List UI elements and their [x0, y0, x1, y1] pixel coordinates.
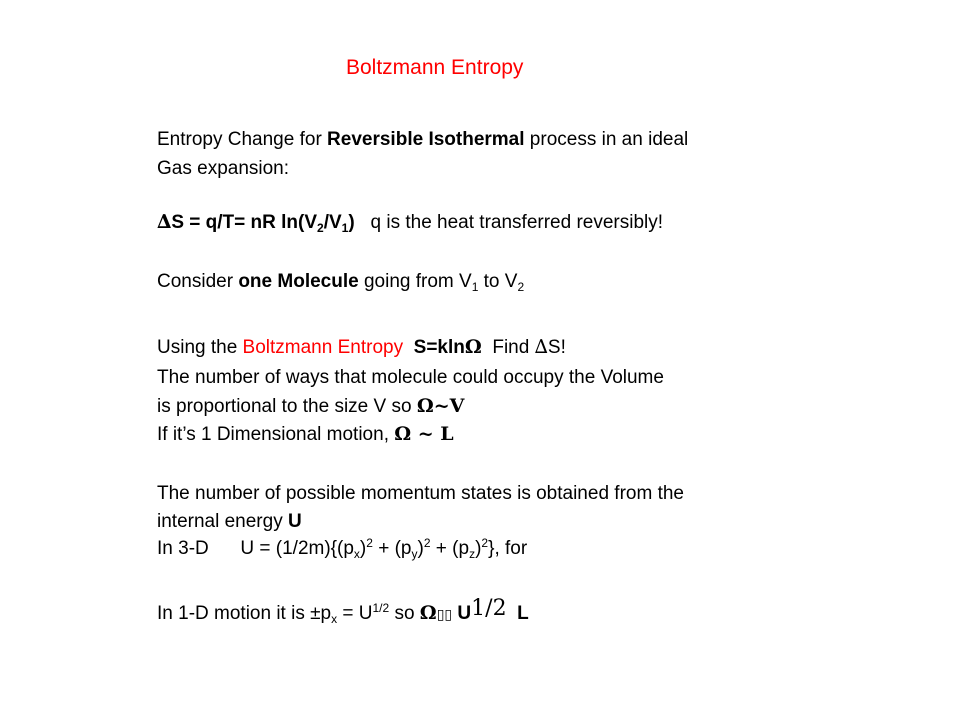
ways-text-3: If it’s 1 Dimensional motion,	[157, 424, 395, 445]
intro-text: Entropy Change for	[157, 129, 328, 150]
sup-2-c: 2	[481, 536, 489, 550]
delta-symbol: ∆	[157, 211, 172, 233]
sub-x: x	[353, 547, 360, 561]
eq-1d-b: = U	[337, 603, 373, 624]
formula-text: S=kln	[413, 337, 465, 358]
omega-v-symbol: Ω~V	[416, 395, 465, 417]
omega-symbol: Ω	[464, 336, 482, 358]
eq-1d-c: so	[389, 603, 420, 624]
equation-note: q is the heat transferred reversibly!	[370, 212, 664, 233]
find-text: Find	[492, 337, 535, 358]
equation-slash: /V	[323, 212, 342, 233]
equation-text: S = q/T= nR ln(V	[171, 212, 317, 233]
ways-line-2	[157, 394, 464, 419]
ways-text-2: is proportional to the size V so	[157, 396, 417, 417]
eq-1d-a: In 1-D motion it is ±p	[157, 603, 332, 624]
momentum-line-2	[157, 510, 302, 534]
intro-line-1	[157, 128, 688, 152]
equation-close: )	[348, 212, 355, 233]
sup-2-b: 2	[423, 536, 431, 550]
equation-sub-2: 2	[317, 221, 324, 235]
consider-sub-1: 1	[471, 280, 479, 294]
boltzmann-entropy-label: Boltzmann Entropy	[242, 337, 404, 358]
eq-3d-f: )	[475, 538, 482, 559]
missing-glyph-boxes: ▯▯	[436, 607, 453, 623]
sub-x-1d: x	[331, 612, 338, 626]
half-exponent: 1/2	[471, 596, 507, 621]
momentum-line-4	[157, 597, 529, 627]
using-text: Using the	[157, 337, 243, 358]
eq-3d-c: + (p	[372, 538, 412, 559]
slide-title: Boltzmann Entropy	[346, 56, 524, 79]
ways-line-1: The number of ways that molecule could occupy the Volume	[157, 367, 664, 388]
consider-bold: one Molecule	[238, 271, 359, 292]
eq-3d-a: In 3-D U = (1/2m){(p	[157, 538, 354, 559]
sup-half: 1/2	[372, 601, 390, 615]
intro-line-2: Gas expansion:	[157, 158, 290, 179]
delta-symbol: ∆	[534, 336, 548, 358]
momentum-text-2: internal energy	[157, 511, 288, 532]
omega-l-symbol: Ω ~ L	[394, 423, 454, 445]
consider-text: Consider	[157, 271, 239, 292]
consider-sub-2: 2	[517, 280, 525, 294]
consider-line	[157, 270, 524, 294]
sub-z: z	[469, 547, 476, 561]
sup-2-a: 2	[366, 536, 373, 550]
omega-symbol-1d: Ω	[419, 602, 437, 624]
energy-u: U	[287, 511, 302, 532]
eq-3d-d: )	[417, 538, 424, 559]
consider-to: to V	[478, 271, 518, 292]
energy-u-1d: U	[457, 603, 472, 624]
eq-3d-g: }, for	[488, 538, 528, 559]
eq-3d-e: + (p	[430, 538, 470, 559]
eq-3d-b: )	[359, 538, 367, 559]
intro-text-2: process in an ideal	[524, 129, 689, 150]
equation-sub-1: 1	[341, 221, 349, 235]
find-s: S!	[547, 337, 566, 358]
intro-bold: Reversible Isothermal	[327, 129, 525, 150]
ways-line-3	[157, 422, 454, 447]
momentum-line-3	[157, 537, 527, 561]
length-l: L	[517, 603, 529, 624]
sub-y: y	[411, 547, 418, 561]
momentum-line-1: The number of possible momentum states is obtained from the	[157, 483, 684, 504]
consider-text-2: going from V	[358, 271, 472, 292]
entropy-equation	[157, 210, 663, 235]
using-line	[157, 335, 566, 360]
